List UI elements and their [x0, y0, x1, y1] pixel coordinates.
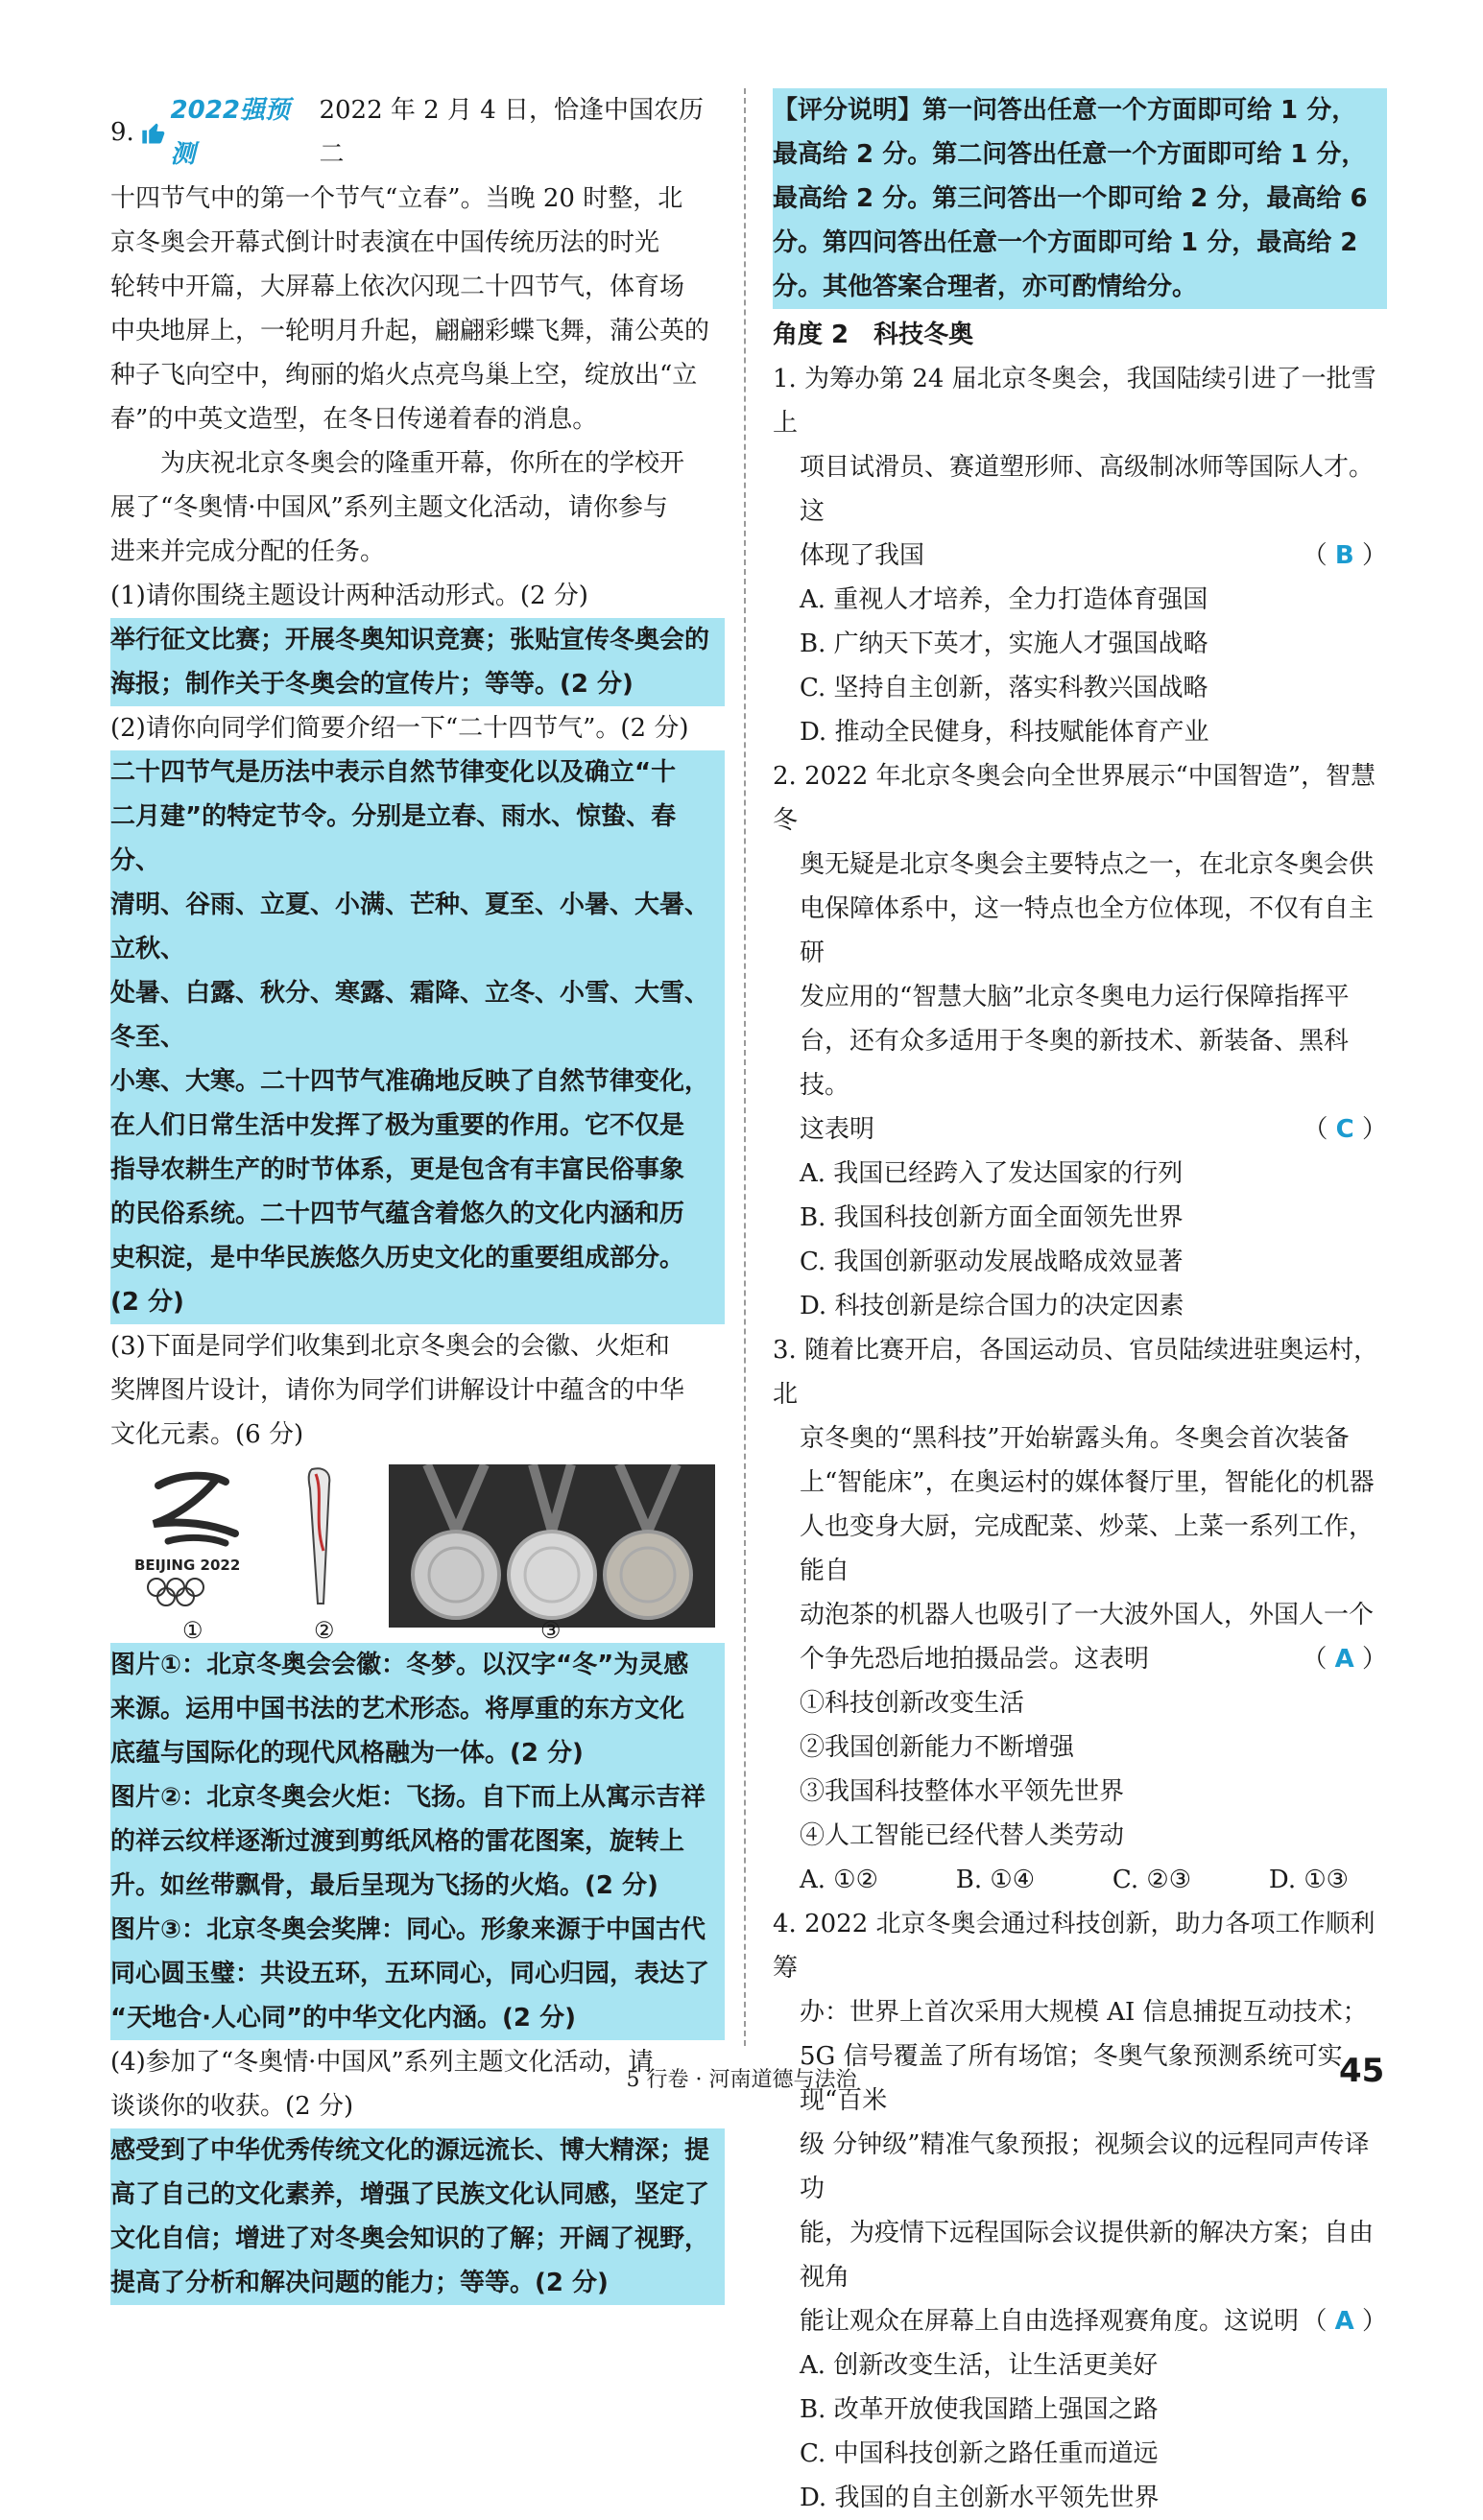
- q2-line: 发应用的“智慧大脑”北京冬奥电力运行保障指挥平: [800, 983, 1350, 1011]
- q4-stem-end: 能让观众在屏幕上自由选择观赛角度。这说明: [800, 2307, 1300, 2336]
- scoring-line: 最高给 2 分。第三问答出一个即可给 2 分，最高给 6: [773, 184, 1368, 213]
- q4-option: B. 改革开放使我国踏上强国之路: [800, 2395, 1159, 2424]
- column-divider: [744, 88, 746, 2046]
- section-title: 角度 2 科技冬奥: [773, 321, 974, 349]
- answer-line: “天地合·人心同”的中华文化内涵。(2 分): [110, 2004, 576, 2033]
- task-line: 展了“冬奥情·中国风”系列主题文化活动，请你参与: [110, 493, 668, 522]
- figure-label-3: ③: [540, 1617, 562, 1644]
- emblem-caption: BEIJING 2022: [134, 1557, 241, 1574]
- answer-line: 二月建”的特定节令。分别是立春、雨水、惊蛰、春分、: [110, 802, 677, 875]
- figure-label-2: ②: [314, 1617, 335, 1644]
- p3-question: 奖牌图片设计，请你为同学们讲解设计中蕴含的中华: [110, 1376, 685, 1405]
- intro-line: 2022 年 2 月 4 日，恰逢中国农历二: [319, 96, 705, 169]
- q4-last-line: [773, 2299, 1387, 2343]
- q2-option: A. 我国已经跨入了发达国家的行列: [800, 1159, 1184, 1188]
- p2-question: (2)请你向同学们简要介绍一下“二十四节气”。(2 分): [110, 714, 689, 743]
- q2-stem-end: 这表明: [800, 1115, 875, 1144]
- intro-line: 中央地屏上，一轮明月升起，翩翩彩蝶飞舞，蒲公英的: [110, 317, 710, 345]
- q2-answer-bracket: （ C ）: [1303, 1115, 1387, 1144]
- answer-line: 处暑、白露、秋分、寒露、霜降、立冬、小雪、大雪、冬至、: [110, 979, 710, 1052]
- p4-question: 谈谈你的收获。(2 分): [110, 2092, 354, 2121]
- scoring-line: 分。第四问答出任意一个方面即可给 1 分，最高给 2: [773, 228, 1358, 257]
- torch-figure: [302, 1464, 341, 1608]
- q4-line: 办：世界上首次采用大规模 AI 信息捕捉互动技术；: [800, 1998, 1368, 2027]
- q4-line: 4. 2022 北京冬奥会通过科技创新，助力各项工作顺利筹: [773, 1910, 1375, 1983]
- q1-stem-end: 体现了我国: [800, 541, 925, 570]
- p2-answer: [110, 750, 725, 1324]
- answer-line: 升。如丝带飘骨，最后呈现为飞扬的火焰。(2 分): [110, 1871, 658, 1900]
- answer-line: 指导农耕生产的时节体系，更是包含有丰富民俗事象: [110, 1155, 685, 1184]
- answer-line: 底蕴与国际化的现代风格融为一体。(2 分): [110, 1739, 584, 1768]
- answer-line: 图片①：北京冬奥会会徽：冬梦。以汉字“冬”为灵感: [110, 1651, 689, 1679]
- q1-option: B. 广纳天下英才，实施人才强国战略: [800, 630, 1208, 658]
- q3-choice: B. ①④: [955, 1866, 1036, 1894]
- q4-line: 能，为疫情下远程国际会议提供新的解决方案；自由视角: [800, 2219, 1375, 2292]
- q9-number: 9.: [110, 118, 134, 147]
- q1-last-line: [773, 534, 1387, 578]
- answer-line: 文化自信；增进了对冬奥会知识的了解；开阔了视野，: [110, 2224, 710, 2253]
- intro-line: 种子飞向空中，绚丽的焰火点亮鸟巢上空，绽放出“立: [110, 361, 698, 390]
- answer-line: 的祥云纹样逐渐过渡到剪纸风格的雷花图案，旋转上: [110, 1827, 685, 1856]
- q2-option: C. 我国创新驱动发展战略成效显著: [800, 1248, 1184, 1276]
- q3-statement: ②我国创新能力不断增强: [800, 1733, 1075, 1762]
- q3-stem-end: 个争先恐后地拍摄品尝。这表明: [800, 1645, 1150, 1674]
- scoring-note: [773, 88, 1387, 309]
- q3-line: 动泡茶的机器人也吸引了一大波外国人，外国人一个: [800, 1601, 1375, 1629]
- q2-answer: C: [1335, 1115, 1354, 1144]
- answer-line: 的民俗系统。二十四节气蕴含着悠久的文化内涵和历: [110, 1200, 685, 1228]
- emblem-figure: [130, 1464, 264, 1608]
- q2-option: B. 我国科技创新方面全面领先世界: [800, 1203, 1184, 1232]
- answer-line: 图片③：北京冬奥会奖牌：同心。形象来源于中国古代: [110, 1915, 706, 1944]
- task-line: 进来并完成分配的任务。: [110, 537, 386, 566]
- thumbs-up-icon: [140, 119, 167, 146]
- answer-line: 小寒、大寒。二十四节气准确地反映了自然节律变化，: [110, 1067, 710, 1096]
- q2-last-line: [773, 1107, 1387, 1152]
- left-column: [110, 88, 725, 2305]
- p4-question: (4)参加了“冬奥情·中国风”系列主题文化活动，请: [110, 2048, 654, 2077]
- q4-option: C. 中国科技创新之路任重而道远: [800, 2439, 1159, 2468]
- q3-statement: ①科技创新改变生活: [800, 1689, 1025, 1718]
- answer-line: 史积淀，是中华民族悠久历史文化的重要组成部分。: [110, 1244, 685, 1272]
- answer-line: 清明、谷雨、立夏、小满、芒种、夏至、小暑、大暑、立秋、: [110, 891, 710, 963]
- q2-line: 奥无疑是北京冬奥会主要特点之一，在北京冬奥会供: [800, 850, 1375, 879]
- p3-answer: [110, 1643, 725, 2040]
- task-line: 为庆祝北京冬奥会的隆重开幕，你所在的学校开: [160, 449, 685, 478]
- scoring-line: 最高给 2 分。第二问答出任意一个方面即可给 1 分，: [773, 140, 1367, 169]
- q1-answer-bracket: （ B ）: [1302, 541, 1387, 570]
- q4-answer-bracket: （ A ）: [1302, 2307, 1387, 2336]
- scoring-line: 分。其他答案合理者，亦可酌情给分。: [773, 273, 1198, 301]
- answer-line: 海报；制作关于冬奥会的宣传片；等等。(2 分): [110, 670, 634, 699]
- answer-line: 图片②：北京冬奥会火炬：飞扬。自下而上从寓示吉祥: [110, 1783, 706, 1812]
- q1-line: 1. 为筹办第 24 届北京冬奥会，我国陆续引进了一批雪上: [773, 365, 1376, 438]
- q4-option: A. 创新改变生活，让生活更美好: [800, 2351, 1159, 2380]
- q1-line: 项目试滑员、赛道塑形师、高级制冰师等国际人才。这: [800, 453, 1375, 526]
- answer-line: 二十四节气是历法中表示自然节律变化以及确立“十: [110, 758, 677, 787]
- p3-question: (3)下面是同学们收集到北京冬奥会的会徽、火炬和: [110, 1332, 670, 1361]
- q2-option: D. 科技创新是综合国力的决定因素: [800, 1292, 1184, 1320]
- q1-option: D. 推动全民健身，科技赋能体育产业: [800, 718, 1209, 747]
- medals-figure: [389, 1464, 715, 1628]
- q3-choice: D. ①③: [1268, 1866, 1349, 1894]
- scoring-line: 【评分说明】第一问答出任意一个方面即可给 1 分，: [773, 96, 1357, 125]
- q3-line: 人也变身大厨，完成配菜、炒菜、上菜一系列工作，能自: [800, 1512, 1375, 1585]
- q3-line: 京冬奥的“黑科技”开始崭露头角。冬奥会首次装备: [800, 1424, 1350, 1453]
- q4-line: 5G 信号覆盖了所有场馆；冬奥气象预测系统可实现“百米: [800, 2042, 1343, 2115]
- answer-line: 同心圆玉璧：共设五环，五环同心，同心归园，表达了: [110, 1960, 710, 1988]
- q2-line: 台，还有众多适用于冬奥的新技术、新装备、黑科技。: [800, 1027, 1350, 1100]
- answer-line: 来源。运用中国书法的艺术形态。将厚重的东方文化: [110, 1695, 685, 1724]
- answer-line: 在人们日常生活中发挥了极为重要的作用。它不仅是: [110, 1111, 685, 1140]
- q9-header: [110, 88, 725, 177]
- q3-choice: C. ②③: [1112, 1866, 1192, 1894]
- intro-line: 轮转中开篇，大屏幕上依次闪现二十四节气，体育场: [110, 273, 685, 301]
- page-number: 45: [1339, 2052, 1385, 2090]
- q1-answer: B: [1334, 541, 1354, 570]
- q1-option: A. 重视人才培养，全力打造体育强国: [800, 585, 1208, 614]
- answer-line: 举行征文比赛；开展冬奥知识竞赛；张贴宣传冬奥会的: [110, 626, 710, 654]
- badge-label: 2022强预测: [170, 96, 290, 169]
- answer-line: 提高了分析和解决问题的能力；等等。(2 分): [110, 2269, 609, 2297]
- q4-option: D. 我国的自主创新水平领先世界: [800, 2484, 1160, 2512]
- q3-statement: ④人工智能已经代替人类劳动: [800, 1821, 1125, 1850]
- figures-row: [110, 1464, 725, 1644]
- answer-line: (2 分): [110, 1288, 184, 1317]
- q3-line: 上“智能床”，在奥运村的媒体餐厅里，智能化的机器: [800, 1468, 1375, 1497]
- q2-line: 电保障体系中，这一特点也全方位体现，不仅有自主研: [800, 894, 1375, 967]
- answer-line: 感受到了中华优秀传统文化的源远流长、博大精深；提: [110, 2136, 710, 2165]
- p1-answer: [110, 618, 725, 706]
- intro-line: 京冬奥会开幕式倒计时表演在中国传统历法的时光: [110, 228, 660, 257]
- q3-choices: [773, 1858, 1387, 1902]
- p4-answer: [110, 2128, 725, 2305]
- right-column: [773, 88, 1387, 2520]
- answer-line: 高了自己的文化素养，增强了民族文化认同感，坚定了: [110, 2180, 710, 2209]
- q3-answer-bracket: （ A ）: [1302, 1645, 1387, 1674]
- q2-line: 2. 2022 年北京冬奥会向全世界展示“中国智造”，智慧冬: [773, 762, 1376, 835]
- q1-option: C. 坚持自主创新，落实科教兴国战略: [800, 674, 1208, 702]
- q3-statement: ③我国科技整体水平领先世界: [800, 1777, 1125, 1806]
- q3-answer: A: [1334, 1645, 1354, 1674]
- p1-question: (1)请你围绕主题设计两种活动形式。(2 分): [110, 582, 588, 610]
- q3-last-line: [773, 1637, 1387, 1681]
- q4-line: 级 分钟级”精准气象预报；视频会议的远程同声传译功: [800, 2130, 1370, 2203]
- q4-answer: A: [1334, 2307, 1354, 2336]
- prediction-badge: [140, 88, 314, 177]
- q3-choice: A. ①②: [800, 1866, 878, 1894]
- intro-line: 十四节气中的第一个节气“立春”。当晚 20 时整，北: [110, 184, 683, 213]
- intro-line: 春”的中英文造型，在冬日传递着春的消息。: [110, 405, 598, 434]
- figure-label-1: ①: [182, 1617, 203, 1644]
- q3-line: 3. 随着比赛开启，各国运动员、官员陆续进驻奥运村，北: [773, 1336, 1379, 1409]
- page-footer: 5 行卷 · 河南道德与法治: [626, 2068, 857, 2092]
- p3-question: 文化元素。(6 分): [110, 1420, 304, 1449]
